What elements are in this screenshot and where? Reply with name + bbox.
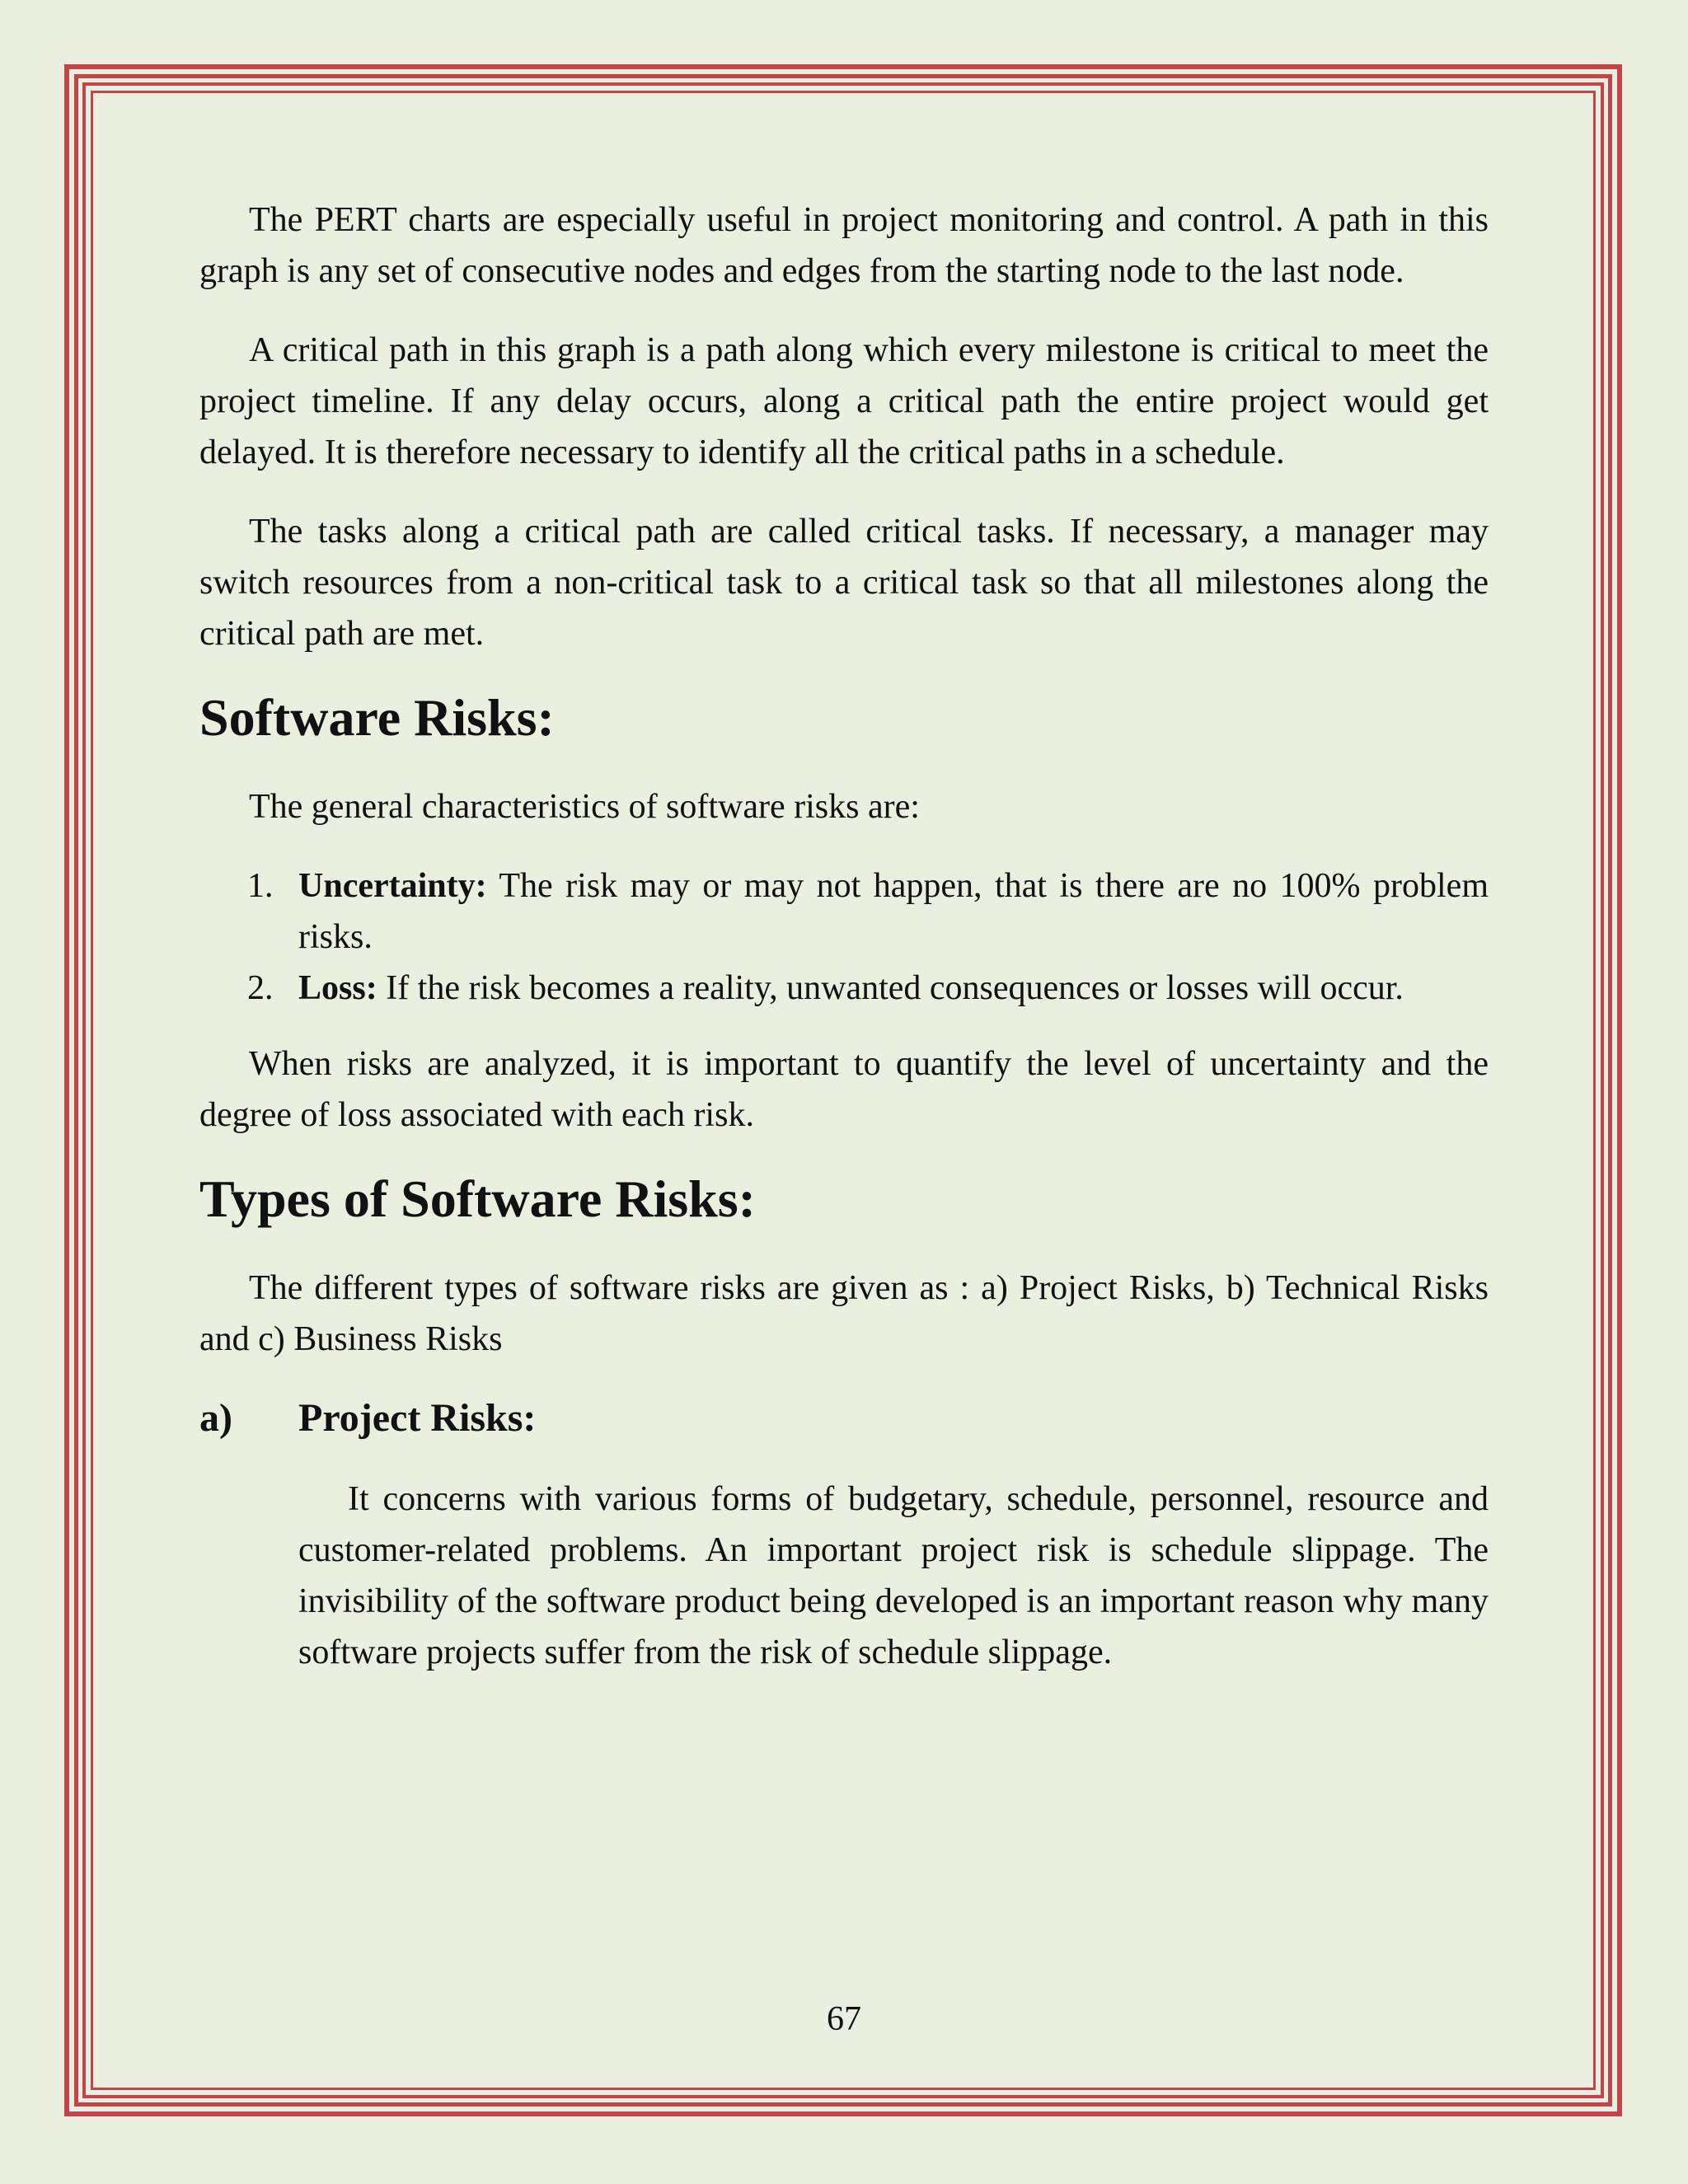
list-text: If the risk becomes a reality, unwanted consequences or losses will occur. — [377, 969, 1404, 1007]
list-number: 2. — [247, 969, 274, 1007]
list-term: Uncertainty: — [298, 867, 487, 905]
paragraph-types-intro: The different types of software risks are given as : a) Project Risks, b) Technical Risks and c) Business Risks — [199, 1269, 1489, 1358]
paragraph-characteristics-intro: The general characteristics of software risks are: — [249, 788, 920, 826]
page-number: 67 — [827, 2000, 861, 2038]
paragraph-critical-path: A critical path in this graph is a path along which every milestone is critical to meet the project timeline. If any delay occurs, along a critical path the entire project would get delayed. It is therefore necessary to identify all the critical paths in a schedule. — [199, 331, 1489, 471]
paragraph-pert: The PERT charts are especially useful in project monitoring and control. A path in this graph is any set of consecutive nodes and edges from the starting node to the last node. — [199, 201, 1489, 290]
subheading-label: a) — [199, 1396, 232, 1440]
paragraph-critical-tasks: The tasks along a critical path are called critical tasks. If necessary, a manager may switch resources from a non-critical task to a critical task so that all milestones along the critical path are met. — [199, 513, 1489, 653]
characteristics-list — [199, 860, 1489, 1014]
heading-software-risks: Software Risks: — [199, 688, 555, 747]
paragraph-risk-analysis: When risks are analyzed, it is important to quantify the level of uncertainty and the degree of loss associated with each risk. — [199, 1045, 1489, 1134]
list-text: The risk may or may not happen, that is there are no 100% problem risks. — [298, 867, 1489, 956]
list-item — [199, 860, 1489, 963]
list-item — [199, 963, 1489, 1014]
heading-types-of-risks: Types of Software Risks: — [199, 1169, 756, 1228]
page-content — [199, 194, 1489, 1706]
list-number: 1. — [247, 867, 274, 905]
list-term: Loss: — [298, 969, 377, 1007]
subheading-text: Project Risks: — [298, 1396, 537, 1440]
subheading-project-risks — [199, 1393, 1489, 1444]
paragraph-project-risks: It concerns with various forms of budgetary, schedule, personnel, resource and customer-related problems. An important project risk is schedule slippage. The invisibility of the software product being developed is an important reason why many software projects suffer from the risk of schedule slippage. — [298, 1480, 1489, 1671]
